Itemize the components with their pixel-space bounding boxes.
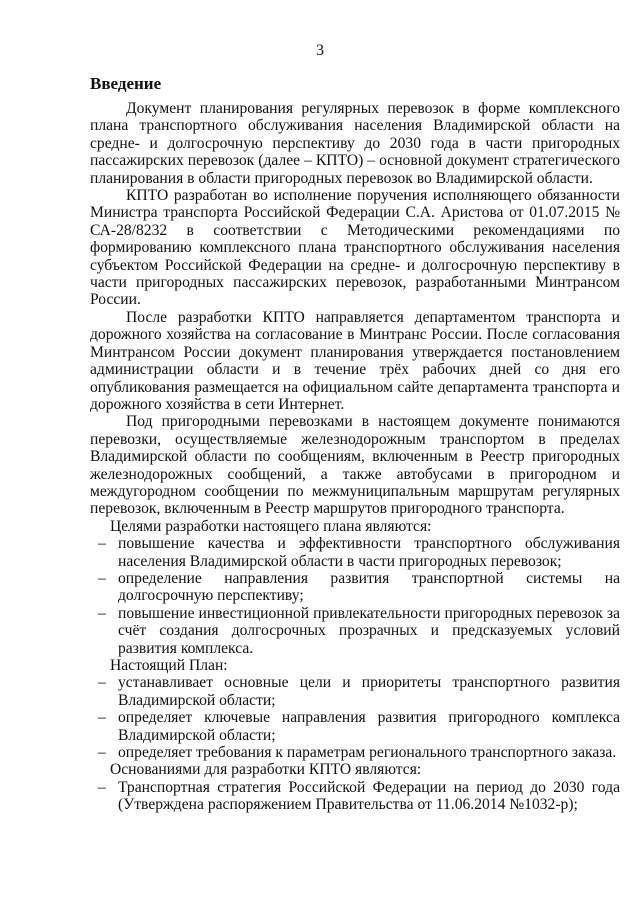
- bullet-dash: –: [98, 604, 106, 622]
- bullet-dash: –: [98, 778, 106, 796]
- list-item: [90, 674, 620, 709]
- paragraph: Документ планирования регулярных перевозок в форме комплексного плана транспортного обслуживания населения Владимирской области на средне- и долгосрочную перспективу до 2030 года в части пригородных пассажирских перевозок (далее – КПТО) – основной документ стратегического планирования в области пригородных перевозок во Владимирской области.: [90, 100, 620, 187]
- list-item-text: устанавливает основные цели и приоритеты транспортного развития Владимирской области;: [118, 674, 620, 709]
- goals-list: [90, 535, 620, 657]
- list-item-text: определяет требования к параметрам регионального транспортного заказа.: [118, 744, 617, 762]
- plan-list: [90, 674, 620, 761]
- list-item: [90, 605, 620, 657]
- list-item: [90, 779, 620, 814]
- bullet-dash: –: [98, 744, 106, 762]
- goals-intro: Целями разработки настоящего плана являются:: [110, 517, 432, 535]
- list-item-text: определяет ключевые направления развития пригородного комплекса Владимирской области;: [118, 709, 620, 744]
- bullet-dash: –: [98, 709, 106, 727]
- paragraph: КПТО разработан во исполнение поручения исполняющего обязанности Министра транспорта Российской Федерации С.А. Аристова от 01.07.2015 № СА-28/8232 в соответствии с Методическими рекомендациями по формированию комплексного плана транспортного обслуживания населения субъектом Российской Федерации на средне- и долгосрочную перспективу в части пригородных пассажирских перевозок, разработанными Минтрансом России.: [90, 187, 620, 309]
- document-body: [90, 74, 620, 814]
- list-item-text: определение направления развития транспортной системы на долгосрочную перспективу;: [118, 569, 620, 605]
- bullet-dash: –: [98, 535, 106, 553]
- list-item-text: повышение инвестиционной привлекательности пригородных перевозок за счёт создания долгосрочных прозрачных и предсказуемых условий развития комплекса.: [118, 604, 620, 657]
- list-item-text: Транспортная стратегия Российской Федерации на период до 2030 года (Утверждена распоряжением Правительства от 11.06.2014 №1032-р);: [118, 778, 620, 814]
- bullet-dash: –: [98, 569, 106, 587]
- page-number: 3: [316, 42, 324, 59]
- paragraph: Под пригородными перевозками в настоящем документе понимаются перевозки, осуществляемые железнодорожным транспортом в пределах Владимирской области по сообщениям, включенным в Реестр пригородных железнодорожных сообщений, а также автобусами в пригородном и междугородном сообщении по межмуниципальным маршрутам регулярных перевозок, включенным в Реестр маршрутов пригородного транспорта.: [90, 413, 620, 518]
- list-item-text: повышение качества и эффективности транспортного обслуживания населения Владимирской области в части пригородных перевозок;: [118, 535, 620, 570]
- grounds-intro: Основаниями для разработки КПТО являются:: [110, 761, 422, 779]
- list-item: [90, 570, 620, 605]
- list-item: [90, 709, 620, 744]
- bullet-dash: –: [98, 674, 106, 692]
- section-heading: Введение: [90, 74, 162, 93]
- list-item: [90, 535, 620, 570]
- paragraph: После разработки КПТО направляется департаментом транспорта и дорожного хозяйства на согласование в Минтранс России. После согласования Минтрансом России документ планирования утверждается постановлением администрации области и в течение трёх рабочих дней со дня его опубликования размещается на официальном сайте департамента транспорта и дорожного хозяйства в сети Интернет.: [90, 308, 620, 413]
- plan-intro: Настоящий План:: [110, 657, 228, 674]
- list-item: [90, 744, 620, 761]
- grounds-list: [90, 779, 620, 814]
